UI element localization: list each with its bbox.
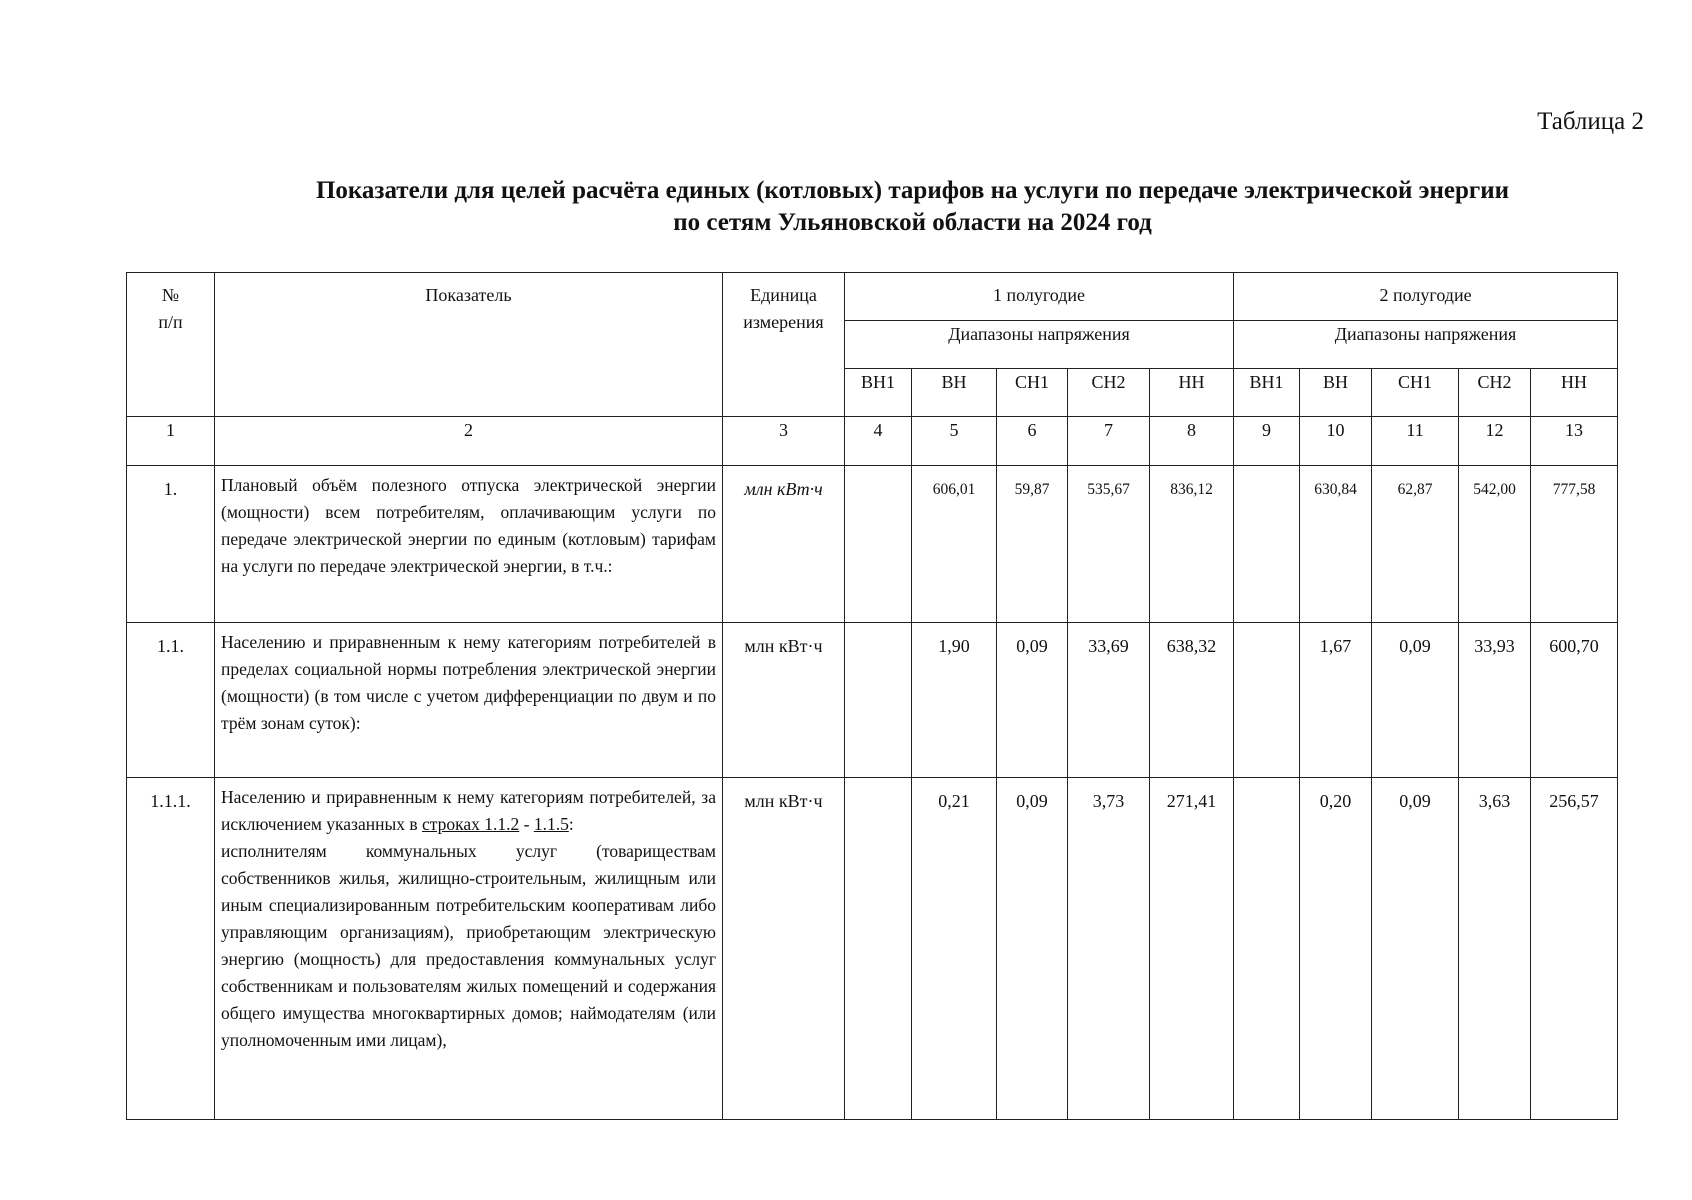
row-unit: млн кВт·ч bbox=[723, 466, 845, 623]
page-title bbox=[160, 175, 1665, 239]
table-row bbox=[127, 778, 1618, 1120]
col-number: 8 bbox=[1150, 417, 1234, 466]
header-num-line1: № bbox=[161, 285, 180, 305]
level-sn2-h2: СН2 bbox=[1459, 369, 1531, 417]
col-number: 9 bbox=[1234, 417, 1300, 466]
value-cell: 33,69 bbox=[1068, 623, 1150, 778]
row-text-part: : bbox=[568, 814, 574, 834]
value-cell: 777,58 bbox=[1531, 466, 1618, 623]
header-unit: Единица измерения bbox=[723, 273, 845, 417]
col-number: 5 bbox=[912, 417, 997, 466]
header-num bbox=[127, 273, 215, 417]
col-number: 2 bbox=[215, 417, 723, 466]
row-description: Населению и приравненным к нему категориям потребителей в пределах социальной нормы потребления электрической энергии (мощности) (в том числе с учетом дифференциации по двум и по трём зонам суток): bbox=[215, 623, 723, 778]
value-cell: 600,70 bbox=[1531, 623, 1618, 778]
value-cell bbox=[845, 466, 912, 623]
col-number: 7 bbox=[1068, 417, 1150, 466]
col-number: 13 bbox=[1531, 417, 1618, 466]
value-cell: 3,63 bbox=[1459, 778, 1531, 1120]
level-vn1-h1: ВН1 bbox=[845, 369, 912, 417]
col-number: 4 bbox=[845, 417, 912, 466]
level-sn1-h1: СН1 bbox=[997, 369, 1068, 417]
row-description: Плановый объём полезного отпуска электрической энергии (мощности) всем потребителям, оплачивающим услуги по передаче электрической энергии по единым (котловым) тарифам на услуги по передаче электрической энергии, в т.ч.: bbox=[215, 466, 723, 623]
value-cell: 0,09 bbox=[997, 623, 1068, 778]
title-line-2: по сетям Ульяновской области на 2024 год bbox=[673, 209, 1152, 236]
header-indicator: Показатель bbox=[215, 273, 723, 417]
level-sn2-h1: СН2 bbox=[1068, 369, 1150, 417]
row-link-1-1-2[interactable]: строках 1.1.2 bbox=[421, 814, 520, 834]
value-cell: 0,21 bbox=[912, 778, 997, 1120]
title-line-1: Показатели для целей расчёта единых (котловых) тарифов на услуги по передаче электрической энергии bbox=[315, 177, 1510, 204]
header-ranges-2: Диапазоны напряжения bbox=[1234, 321, 1618, 369]
level-nn-h1: НН bbox=[1150, 369, 1234, 417]
header-half1: 1 полугодие bbox=[845, 273, 1234, 321]
tariff-table bbox=[126, 272, 1618, 1120]
value-cell: 3,73 bbox=[1068, 778, 1150, 1120]
table-row bbox=[127, 623, 1618, 778]
value-cell: 59,87 bbox=[997, 466, 1068, 623]
header-half2: 2 полугодие bbox=[1234, 273, 1618, 321]
row-number: 1.1.1. bbox=[127, 778, 215, 1120]
value-cell: 271,41 bbox=[1150, 778, 1234, 1120]
value-cell: 33,93 bbox=[1459, 623, 1531, 778]
level-vn1-h2: ВН1 bbox=[1234, 369, 1300, 417]
value-cell: 1,90 bbox=[912, 623, 997, 778]
row-unit: млн кВт·ч bbox=[723, 778, 845, 1120]
col-number: 3 bbox=[723, 417, 845, 466]
value-cell: 836,12 bbox=[1150, 466, 1234, 623]
header-ranges-1: Диапазоны напряжения bbox=[845, 321, 1234, 369]
value-cell: 535,67 bbox=[1068, 466, 1150, 623]
row-description bbox=[215, 778, 723, 1120]
row-text-part: - bbox=[519, 814, 534, 834]
value-cell: 256,57 bbox=[1531, 778, 1618, 1120]
value-cell bbox=[1234, 466, 1300, 623]
value-cell bbox=[845, 778, 912, 1120]
value-cell: 606,01 bbox=[912, 466, 997, 623]
level-vn-h1: ВН bbox=[912, 369, 997, 417]
row-unit: млн кВт·ч bbox=[723, 623, 845, 778]
value-cell: 638,32 bbox=[1150, 623, 1234, 778]
value-cell: 62,87 bbox=[1372, 466, 1459, 623]
col-number: 12 bbox=[1459, 417, 1531, 466]
col-number: 10 bbox=[1300, 417, 1372, 466]
table-label: Таблица 2 bbox=[1537, 108, 1644, 135]
row-link-1-1-5[interactable]: 1.1.5 bbox=[533, 814, 569, 834]
row-number: 1.1. bbox=[127, 623, 215, 778]
row-text-part: Населению и приравненным к нему категориям потребителей, за исключением указанных в bbox=[221, 787, 716, 834]
value-cell: 542,00 bbox=[1459, 466, 1531, 623]
value-cell: 0,09 bbox=[1372, 778, 1459, 1120]
value-cell: 0,09 bbox=[997, 778, 1068, 1120]
level-nn-h2: НН bbox=[1531, 369, 1618, 417]
value-cell: 0,20 bbox=[1300, 778, 1372, 1120]
col-number: 1 bbox=[127, 417, 215, 466]
value-cell: 0,09 bbox=[1372, 623, 1459, 778]
level-vn-h2: ВН bbox=[1300, 369, 1372, 417]
table-row bbox=[127, 466, 1618, 623]
value-cell bbox=[845, 623, 912, 778]
header-num-line2: п/п bbox=[158, 312, 183, 332]
value-cell: 630,84 bbox=[1300, 466, 1372, 623]
level-sn1-h2: СН1 bbox=[1372, 369, 1459, 417]
row-text-continuation: исполнителям коммунальных услуг (товариществам собственников жилья, жилищно-строительным, жилищным или иным специализированным потребительским кооперативам либо управляющим организациям), приобретающим электрическую энергию (мощность) для предоставления коммунальных услуг собственникам и пользователям жилых помещений и содержания общего имущества многоквартирных домов; наймодателям (или уполномоченным ими лицам), bbox=[221, 841, 716, 1050]
col-number: 6 bbox=[997, 417, 1068, 466]
value-cell bbox=[1234, 778, 1300, 1120]
row-number: 1. bbox=[127, 466, 215, 623]
value-cell bbox=[1234, 623, 1300, 778]
col-number: 11 bbox=[1372, 417, 1459, 466]
value-cell: 1,67 bbox=[1300, 623, 1372, 778]
